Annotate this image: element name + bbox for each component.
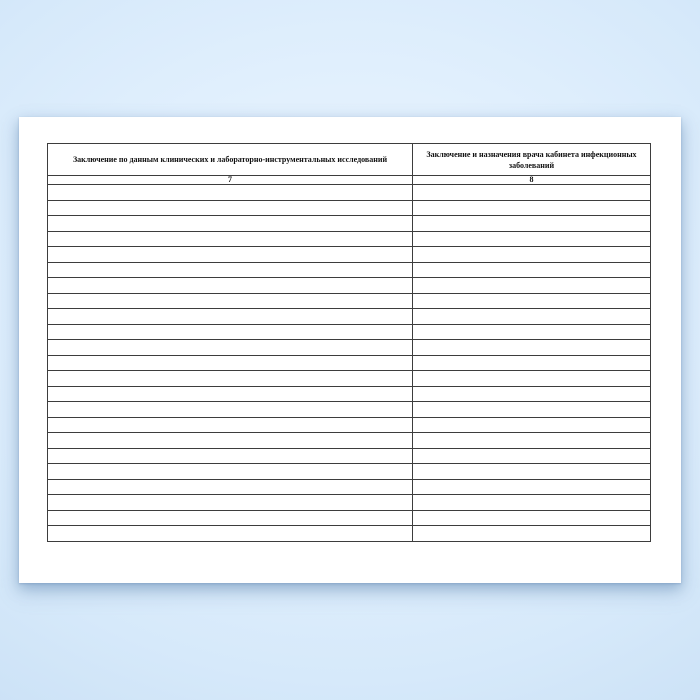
table-row <box>48 185 651 201</box>
empty-cell <box>48 448 413 464</box>
empty-cell <box>413 324 651 340</box>
empty-cell <box>48 231 413 247</box>
column-number-7: 7 <box>48 176 413 185</box>
empty-cell <box>413 340 651 356</box>
empty-cell <box>48 216 413 232</box>
empty-cell <box>413 262 651 278</box>
table-row <box>48 309 651 325</box>
table-row <box>48 464 651 480</box>
empty-cell <box>48 262 413 278</box>
table-row <box>48 386 651 402</box>
empty-cell <box>48 371 413 387</box>
table-row <box>48 417 651 433</box>
empty-rows <box>48 185 651 542</box>
empty-cell <box>48 526 413 542</box>
empty-cell <box>48 247 413 263</box>
empty-cell <box>48 185 413 201</box>
table-row <box>48 340 651 356</box>
table-row <box>48 448 651 464</box>
table-row <box>48 216 651 232</box>
empty-cell <box>413 386 651 402</box>
table-row <box>48 479 651 495</box>
header-row <box>48 144 651 176</box>
table-row <box>48 293 651 309</box>
table-row <box>48 433 651 449</box>
table-row <box>48 402 651 418</box>
empty-cell <box>413 293 651 309</box>
table-row <box>48 495 651 511</box>
empty-cell <box>413 355 651 371</box>
empty-cell <box>48 324 413 340</box>
empty-cell <box>413 526 651 542</box>
empty-cell <box>413 464 651 480</box>
empty-cell <box>413 417 651 433</box>
table-row <box>48 200 651 216</box>
column-header-conclusion-infectious: Заключение и назначения врача кабинета инфекционных заболеваний <box>413 144 651 176</box>
empty-cell <box>413 185 651 201</box>
empty-cell <box>48 386 413 402</box>
empty-cell <box>413 479 651 495</box>
column-header-conclusion-clinical: Заключение по данным клинических и лабораторно-инструментальных исследований <box>48 144 413 176</box>
column-number-row <box>48 176 651 185</box>
empty-cell <box>413 433 651 449</box>
empty-cell <box>48 510 413 526</box>
table-row <box>48 278 651 294</box>
empty-cell <box>413 247 651 263</box>
empty-cell <box>413 495 651 511</box>
table-row <box>48 526 651 542</box>
empty-cell <box>48 293 413 309</box>
document-page <box>19 117 681 583</box>
empty-cell <box>48 355 413 371</box>
empty-cell <box>413 510 651 526</box>
table-row <box>48 231 651 247</box>
table-row <box>48 247 651 263</box>
empty-cell <box>413 371 651 387</box>
table-row <box>48 324 651 340</box>
empty-cell <box>48 464 413 480</box>
empty-cell <box>413 402 651 418</box>
empty-cell <box>413 278 651 294</box>
empty-cell <box>48 495 413 511</box>
empty-cell <box>413 231 651 247</box>
form-table <box>47 143 651 542</box>
empty-cell <box>413 309 651 325</box>
empty-cell <box>48 479 413 495</box>
table-row <box>48 262 651 278</box>
empty-cell <box>48 417 413 433</box>
empty-cell <box>48 278 413 294</box>
empty-cell <box>48 200 413 216</box>
column-number-8: 8 <box>413 176 651 185</box>
empty-cell <box>48 309 413 325</box>
empty-cell <box>413 200 651 216</box>
empty-cell <box>48 402 413 418</box>
empty-cell <box>48 340 413 356</box>
empty-cell <box>413 216 651 232</box>
empty-cell <box>48 433 413 449</box>
table-row <box>48 510 651 526</box>
table-row <box>48 355 651 371</box>
table-row <box>48 371 651 387</box>
empty-cell <box>413 448 651 464</box>
